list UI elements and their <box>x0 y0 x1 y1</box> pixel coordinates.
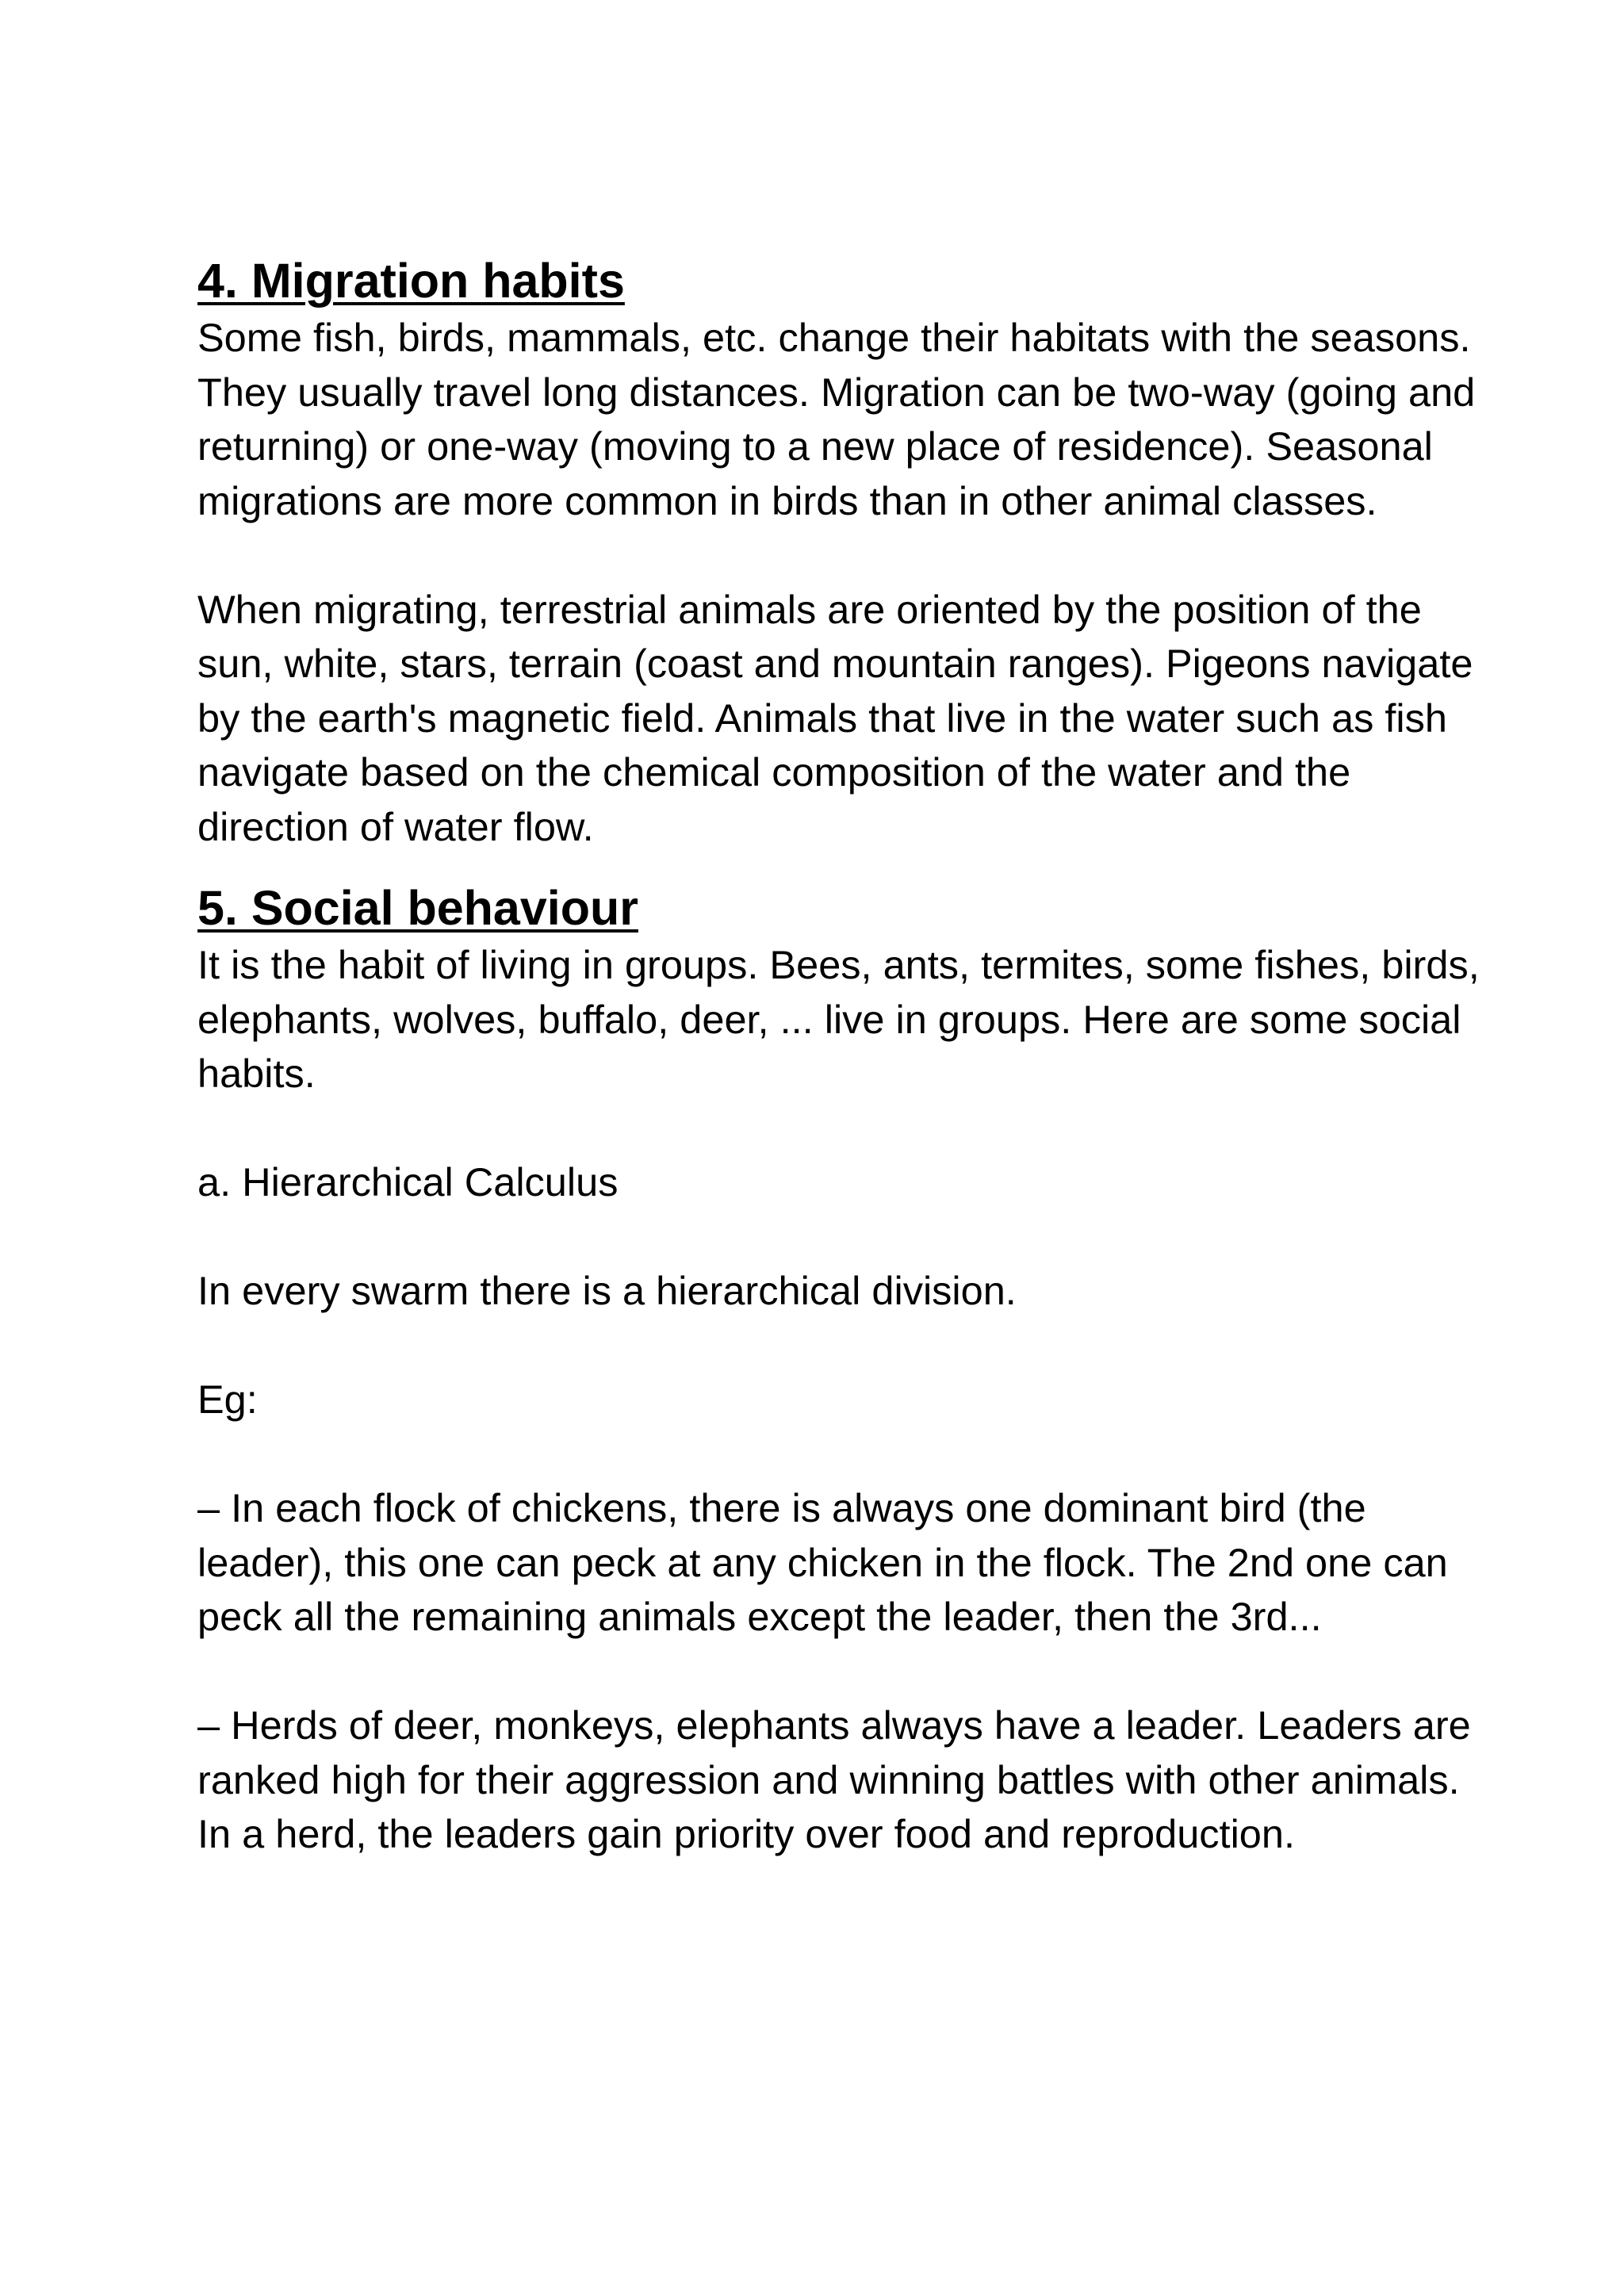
paragraph-gap <box>197 1101 1498 1156</box>
paragraph-gap <box>197 1319 1498 1373</box>
paragraph-gap <box>197 1427 1498 1482</box>
paragraph-gap <box>197 1210 1498 1265</box>
example-label: Eg: <box>197 1377 258 1422</box>
hierarchy-subheading: a. Hierarchical Calculus <box>197 1159 619 1204</box>
document-page <box>197 252 1498 1862</box>
section-5-heading: 5. Social behaviour <box>197 881 638 935</box>
example-chickens: – In each flock of chickens, there is always one dominant bird (the leader), this one can peck at any chicken in the flock. The 2nd one can peck all the remaining animals except the leader, then the 3rd... <box>197 1485 1448 1639</box>
example-herds: – Herds of deer, monkeys, elephants always have a leader. Leaders are ranked high for their aggression and winning battles with other animals. In a herd, the leaders gain priority over food and reproduction. <box>197 1702 1471 1856</box>
section-4-heading: 4. Migration habits <box>197 254 625 308</box>
social-intro-paragraph: It is the habit of living in groups. Bees, ants, termites, some fishes, birds, elephants, wolves, buffalo, deer, ... live in groups. Here are some social habits. <box>197 942 1480 1096</box>
migration-paragraph-2: When migrating, terrestrial animals are oriented by the position of the sun, white, stars, terrain (coast and mountain ranges). Pigeons navigate by the earth's magnetic field. Animals that live in the water such as fish navigate based on the chemical composition of the water and the direction of water flow. <box>197 586 1473 849</box>
paragraph-gap <box>197 1645 1498 1699</box>
migration-paragraph-1: Some fish, birds, mammals, etc. change their habitats with the seasons. They usually travel long distances. Migration can be two-way (going and returning) or one-way (moving to a new place of residence). Seasonal migrations are more common in birds than in other animal classes. <box>197 315 1476 523</box>
paragraph-gap <box>197 528 1498 583</box>
hierarchy-statement: In every swarm there is a hierarchical division. <box>197 1268 1017 1313</box>
